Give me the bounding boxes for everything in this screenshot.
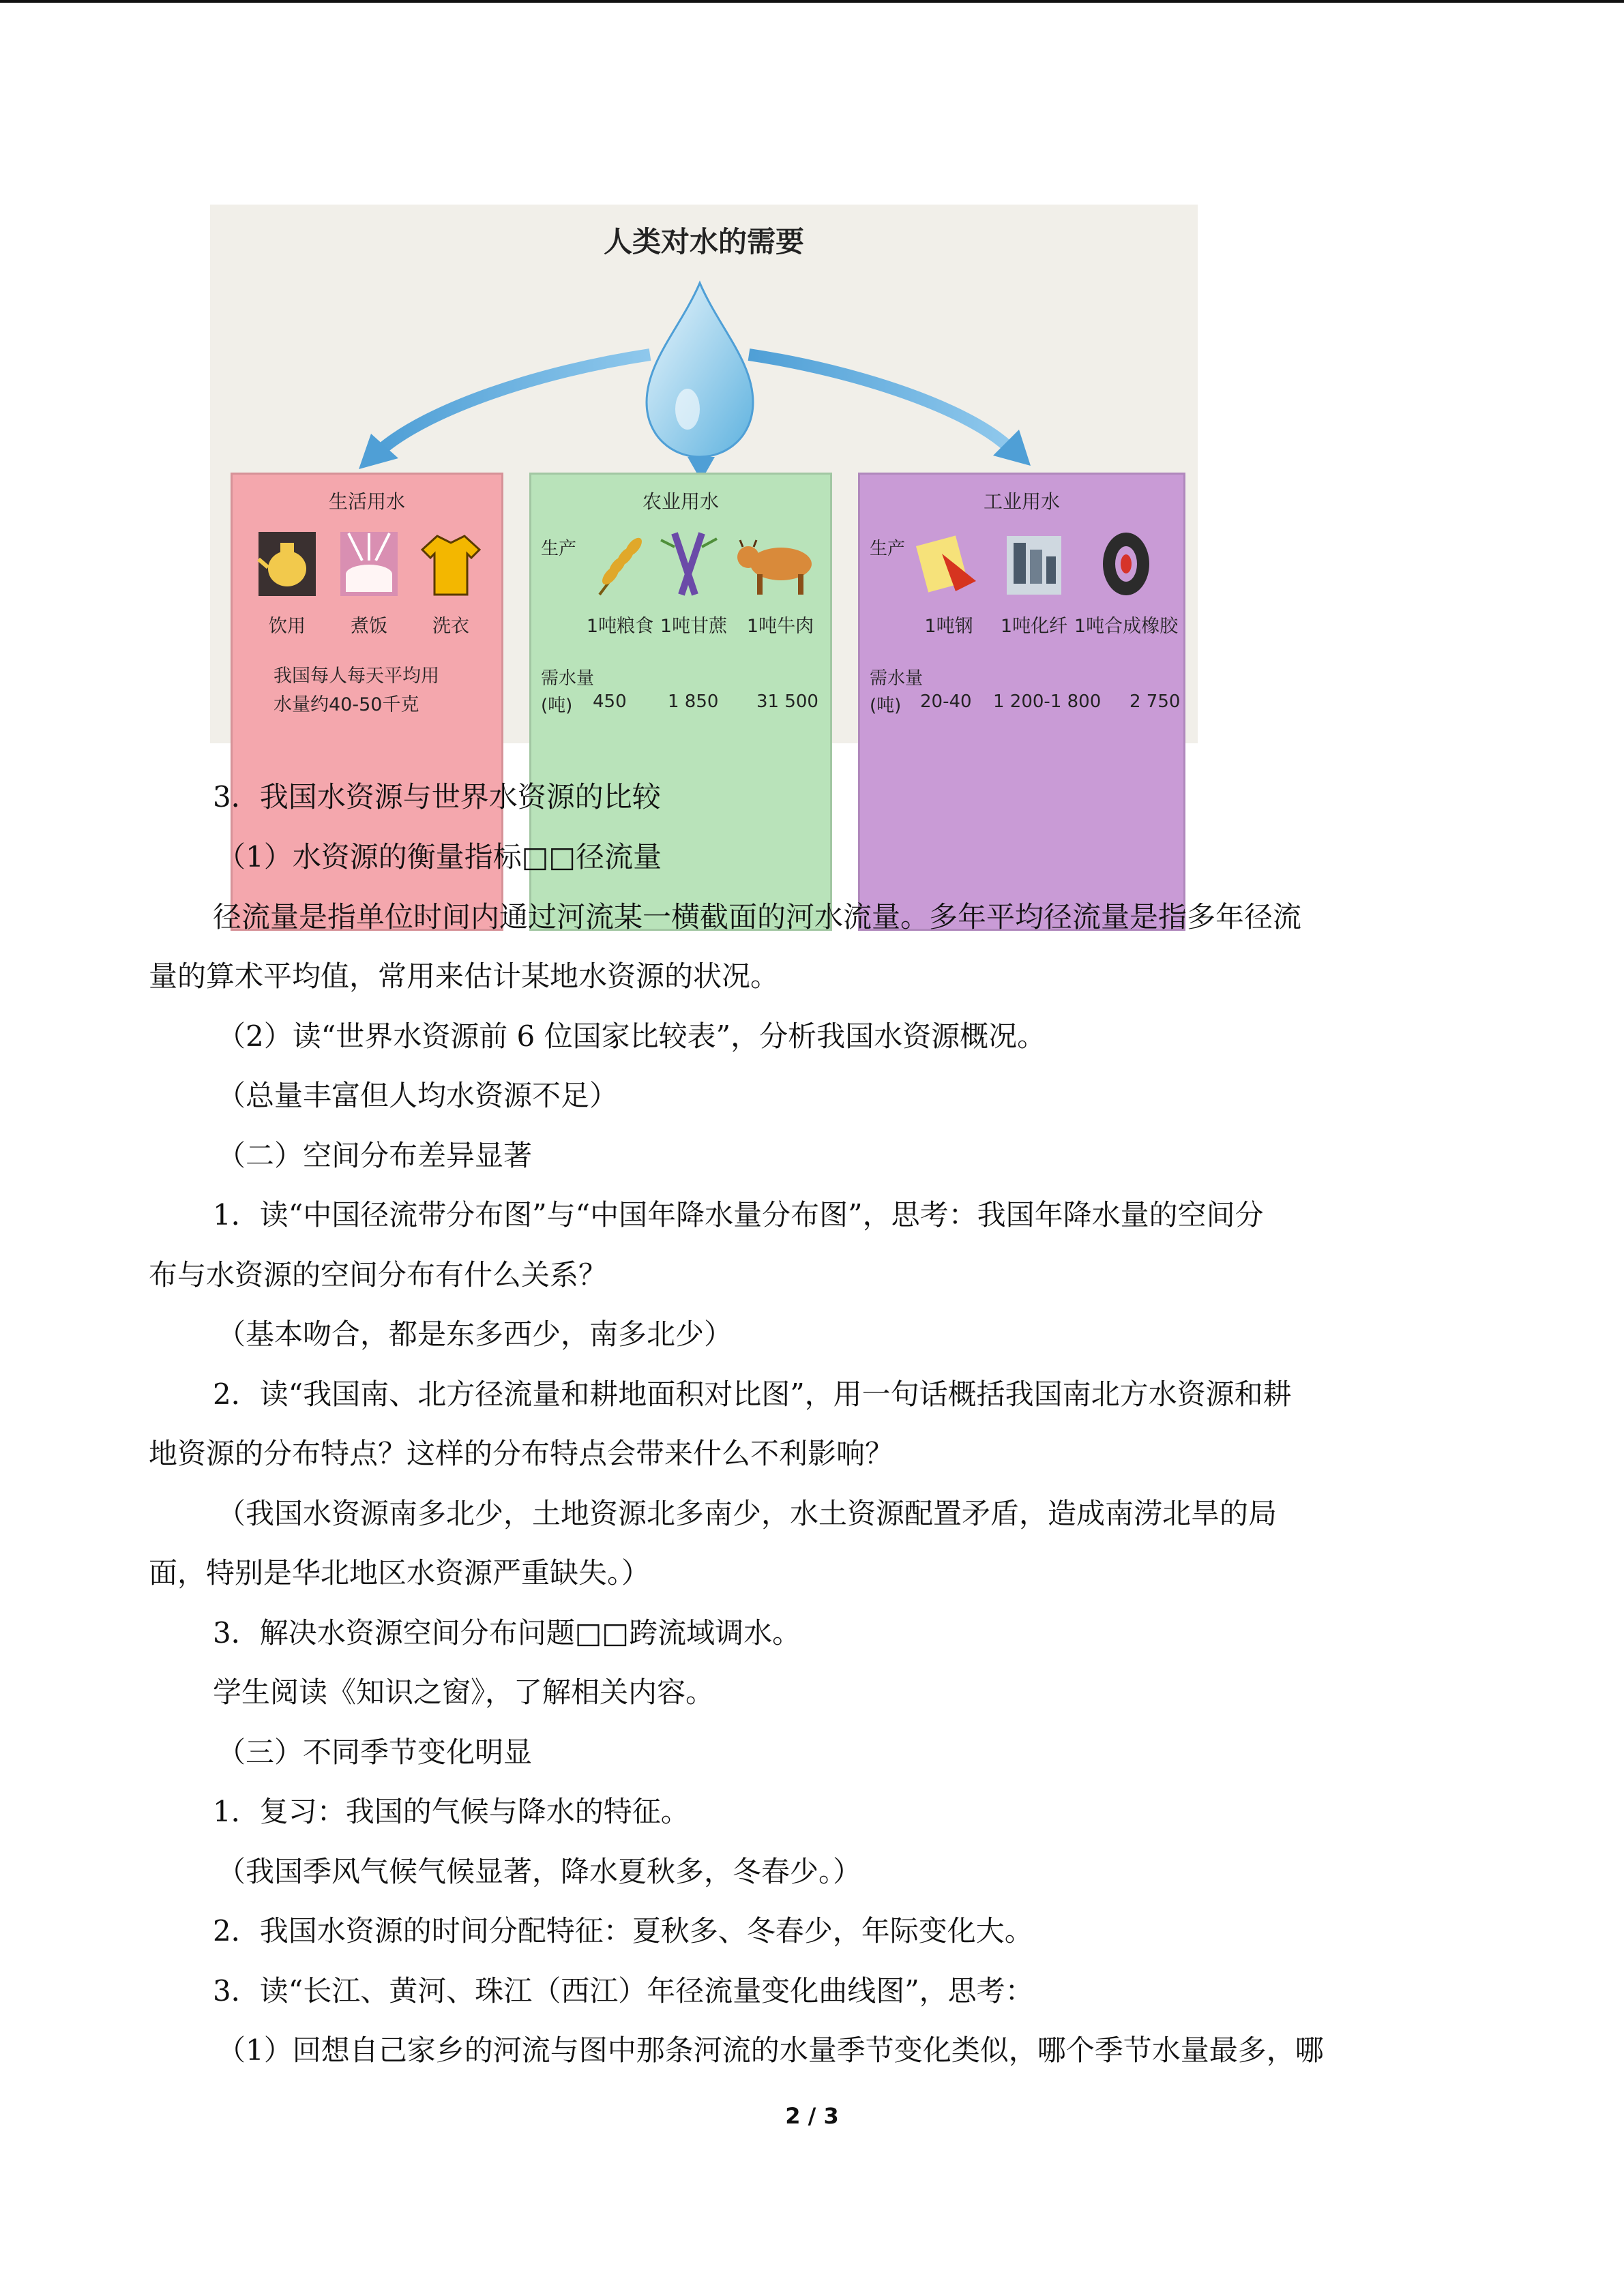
answer-line: 面，特别是华北地区水资源严重缺失。） [149, 1556, 651, 1590]
item-label: 煮饭 [351, 616, 387, 637]
top-border [0, 0, 1624, 3]
clothes-icon [417, 526, 485, 601]
paragraph-line: （2）读“世界水资源前 6 位国家比较表”，分析我国水资源概况。 [217, 1019, 1046, 1053]
section-heading: （三）不同季节变化明显 [217, 1735, 533, 1769]
item-label: 洗衣 [432, 616, 469, 637]
wheat-icon [586, 526, 654, 601]
answer-line: （基本吻合，都是东多西少，南多北少） [217, 1317, 733, 1351]
paragraph-line: 学生阅读《知识之窗》，了解相关内容。 [213, 1675, 715, 1709]
paragraph-line: 3．解决水资源空间分布问题□□跨流域调水。 [213, 1616, 801, 1650]
item-label: 饮用 [269, 616, 306, 637]
section-heading: 3．我国水资源与世界水资源的比较 [213, 780, 661, 814]
water-need-value: 450 [593, 691, 627, 712]
production-label: 生产 [541, 539, 577, 559]
teapot-icon [253, 526, 321, 601]
panel-title: 农业用水 [642, 490, 719, 513]
steel-icon [915, 526, 983, 601]
paragraph-line: 径流量是指单位时间内通过河流某一横截面的河水流量。多年平均径流量是指多年径流 [213, 900, 1302, 934]
water-needs-figure [210, 205, 1198, 743]
answer-line: （总量丰富但人均水资源不足） [217, 1079, 619, 1112]
water-drop-icon [647, 283, 753, 457]
unit-label: (吨) [541, 696, 573, 716]
paragraph-line: 2．读“我国南、北方径流量和耕地面积对比图”，用一句话概括我国南北方水资源和耕 [213, 1377, 1292, 1411]
daily-usage-note: 我国每人每天平均用 水量约40-50千克 [274, 666, 439, 715]
paragraph-line: 地资源的分布特点？这样的分布特点会带来什么不利影响？ [149, 1437, 894, 1470]
section-heading: （二）空间分布差异显著 [217, 1139, 533, 1172]
subsection-heading: （1）水资源的衡量指标□□径流量 [217, 840, 662, 874]
water-need-value: 20-40 [920, 691, 972, 712]
sugarcane-icon [654, 526, 722, 601]
item-label: 1吨牛肉 [746, 616, 814, 637]
paragraph-line: 3．读“长江、黄河、珠江（西江）年径流量变化曲线图”，思考： [213, 1974, 1034, 2008]
paragraph-line: 1．读“中国径流带分布图”与“中国年降水量分布图”，思考：我国年降水量的空间分 [213, 1198, 1264, 1232]
panel-title: 工业用水 [983, 490, 1060, 513]
item-label: 1吨粮食 [586, 616, 654, 637]
water-need-label: 需水量 [870, 668, 924, 689]
factory-icon [1000, 526, 1068, 601]
page-number: 2 / 3 [785, 2103, 839, 2129]
rice-pot-icon [335, 526, 403, 601]
tire-icon [1092, 526, 1160, 601]
paragraph-line: 2．我国水资源的时间分配特征：夏秋多、冬春少，年际变化大。 [213, 1914, 1033, 1948]
cow-icon [733, 526, 822, 601]
paragraph-line: 1．复习：我国的气候与降水的特征。 [213, 1795, 690, 1828]
paragraph-line: 布与水资源的空间分布有什么关系？ [149, 1258, 608, 1292]
water-need-value: 1 850 [668, 691, 719, 712]
answer-line: （我国水资源南多北少，土地资源北多南少，水土资源配置矛盾，造成南涝北旱的局 [217, 1497, 1278, 1530]
figure-title: 人类对水的需要 [603, 225, 804, 258]
production-label: 生产 [870, 539, 906, 559]
panel-title: 生活用水 [328, 490, 405, 513]
item-label: 1吨合成橡胶 [1074, 616, 1179, 637]
unit-label: (吨) [870, 696, 902, 716]
water-need-value: 1 200-1 800 [993, 691, 1102, 712]
water-need-label: 需水量 [541, 668, 595, 689]
item-label: 1吨钢 [924, 616, 973, 637]
paragraph-line: （1）回想自己家乡的河流与图中那条河流的水量季节变化类似，哪个季节水量最多，哪 [217, 2033, 1324, 2067]
paragraph-line: 量的算术平均值，常用来估计某地水资源的状况。 [149, 959, 780, 993]
item-label: 1吨化纤 [1000, 616, 1068, 637]
water-need-value: 2 750 [1130, 691, 1181, 712]
water-need-value: 31 500 [756, 691, 818, 712]
answer-line: （我国季风气候气候显著，降水夏秋多，冬春少。） [217, 1855, 862, 1888]
arrow-right [749, 355, 1008, 447]
arrow-left [381, 355, 650, 450]
item-label: 1吨甘蔗 [660, 616, 728, 637]
panel-industrial-water [858, 473, 1185, 931]
